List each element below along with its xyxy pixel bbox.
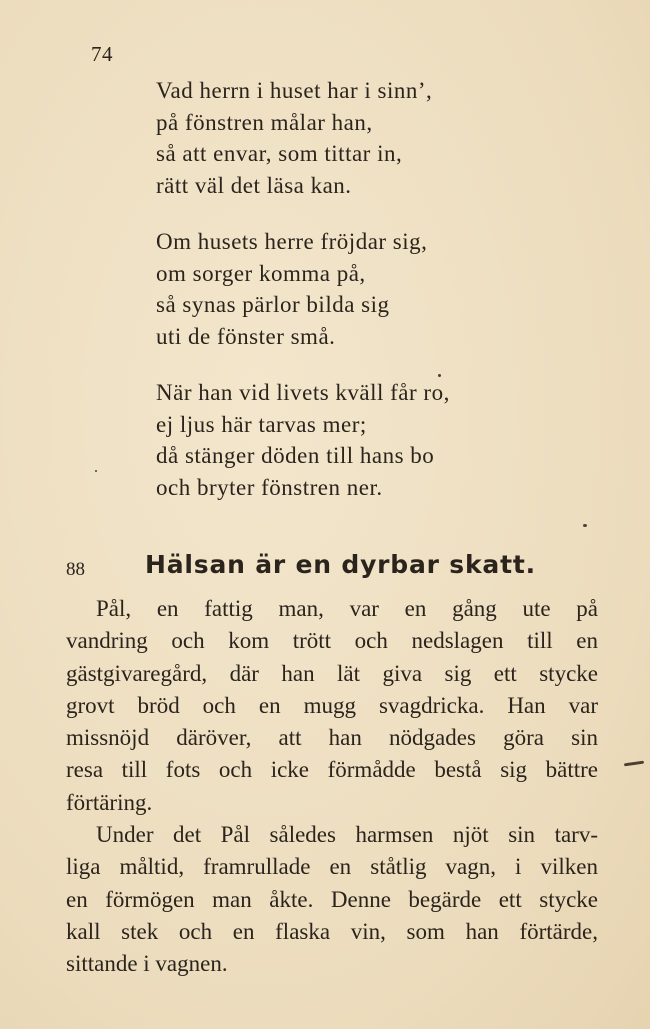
poem-line: Vad herrn i huset har i sinn’, <box>156 78 433 103</box>
ink-speck <box>95 470 97 472</box>
poem-line: om sorger komma på, <box>156 260 366 286</box>
poem-line: då stänger döden till hans bo <box>156 443 435 468</box>
poem-line: Om husets herre fröjdar sig, <box>156 229 428 254</box>
section-number: 88 <box>66 559 85 580</box>
text-line: vandring och kom trött och nedslagen till en <box>66 628 598 654</box>
poem-line: rätt väl det läsa kan. <box>156 172 352 198</box>
poem-line: så synas pärlor bilda sig <box>156 292 390 317</box>
poem-line: När han vid livets kväll får ro, <box>156 380 450 405</box>
text-line: förtäring. <box>66 789 153 815</box>
poem-stanza <box>156 75 576 201</box>
ink-speck <box>438 374 441 377</box>
poem-line: uti de fönster små. <box>156 323 336 349</box>
ink-speck <box>583 524 587 527</box>
text-line: liga måltid, framrullade en ståtlig vagn, i vilken <box>66 854 598 880</box>
poem-line: så att envar, som tittar in, <box>156 141 403 166</box>
poem-line: ej ljus här tarvas mer; <box>156 411 367 437</box>
text-line: sittande i vagnen. <box>66 951 228 977</box>
story-text <box>66 593 598 981</box>
poem-line: och bryter fönstren ner. <box>156 474 383 500</box>
text-line: Pål, en fattig man, var en gång ute på <box>96 596 598 621</box>
page-number: 74 <box>91 42 113 66</box>
poem <box>156 75 576 528</box>
paragraph <box>66 819 598 980</box>
section-heading <box>66 550 606 586</box>
poem-line: på fönstren målar han, <box>156 109 373 135</box>
text-line: en förmögen man åkte. Denne begärde ett stycke <box>66 886 598 912</box>
section-title: Hälsan är en dyrbar skatt. <box>145 550 536 579</box>
poem-stanza <box>156 377 576 503</box>
text-line: resa till fots och icke förmådde bestå sig bättre <box>66 757 598 783</box>
text-line: missnöjd däröver, att han nödgades göra sin <box>66 725 598 751</box>
ink-speck <box>624 761 644 767</box>
text-line: gästgivaregård, där han lät giva sig ett stycke <box>66 660 598 686</box>
text-line: grovt bröd och en mugg svagdricka. Han var <box>66 692 598 718</box>
text-line: kall stek och en flaska vin, som han förtärde, <box>66 918 598 944</box>
paragraph <box>66 593 598 819</box>
poem-stanza <box>156 226 576 352</box>
text-line: Under det Pål således harmsen njöt sin tarv- <box>96 822 598 848</box>
